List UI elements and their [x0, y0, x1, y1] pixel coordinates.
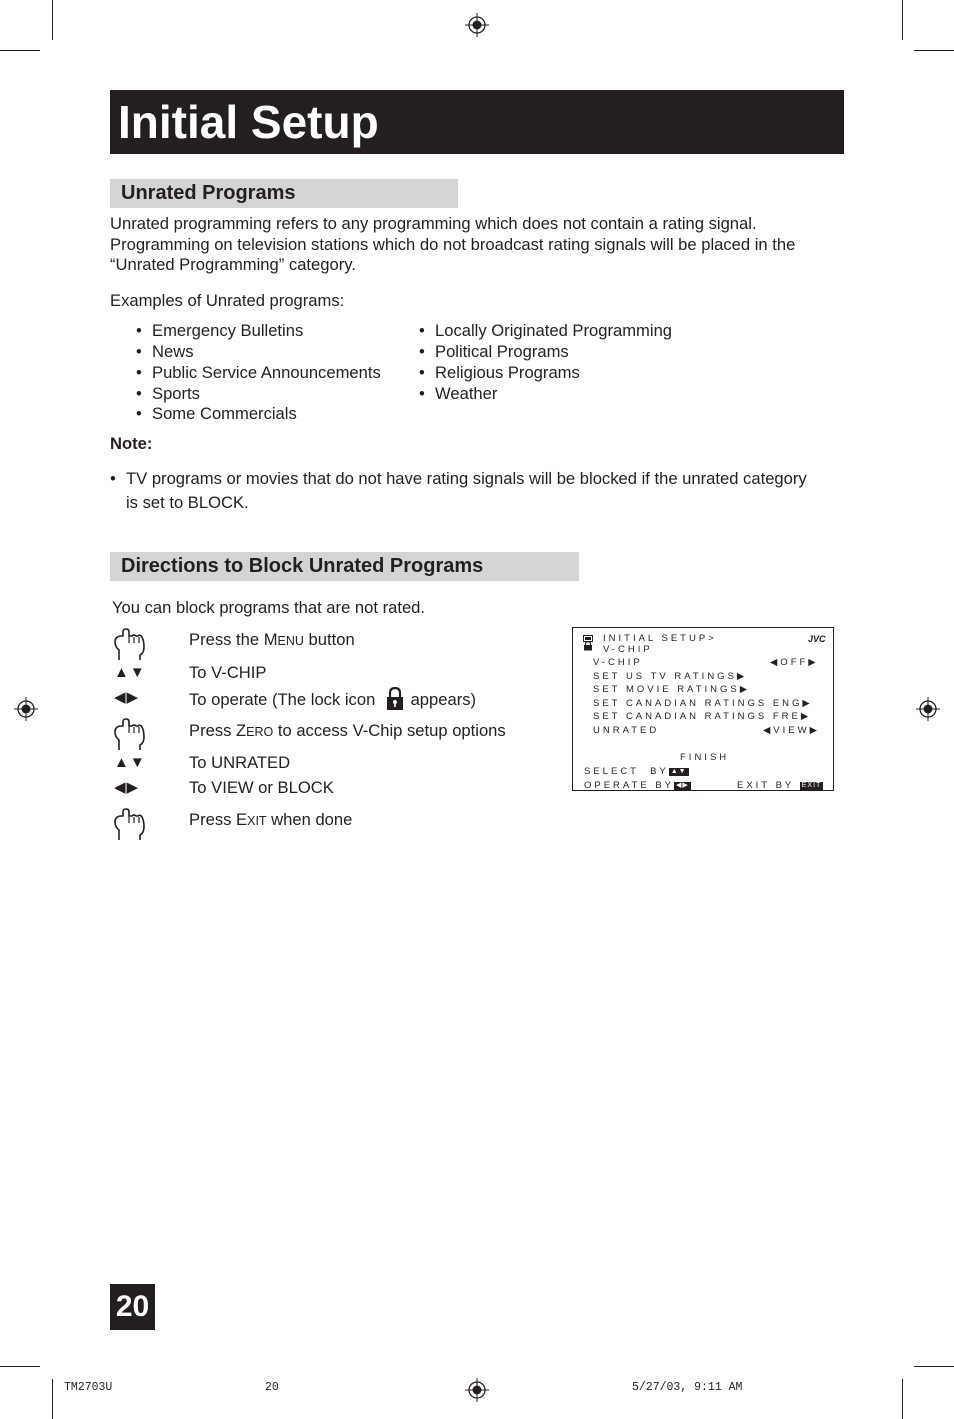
footer-code: TM2703U	[64, 1381, 113, 1394]
crop-mark	[902, 1379, 903, 1419]
step-zero: Press ZERO to access V-Chip setup options	[189, 721, 506, 740]
list-item: • News	[152, 342, 194, 363]
osd-exit-hint: EXIT BY EXIT	[737, 780, 822, 791]
intro-line: Unrated programming refers to any programming which does not contain a rating signal.	[110, 214, 757, 233]
step-vchip: To V-CHIP	[189, 663, 267, 682]
footer-page: 20	[265, 1381, 279, 1394]
examples-label: Examples of Unrated programs:	[110, 291, 345, 310]
list-item: • Sports	[152, 384, 200, 405]
crop-mark	[0, 1366, 40, 1367]
crop-mark	[52, 0, 53, 40]
crop-mark	[52, 1379, 53, 1419]
crop-mark	[902, 0, 903, 40]
osd-unrated-value: ◀VIEW▶	[763, 725, 820, 736]
up-down-arrow-icon: ▲▼	[114, 754, 146, 771]
list-item: • Locally Originated Programming	[435, 321, 672, 342]
left-right-key-icon: ◀▶	[676, 782, 689, 789]
osd-menu-item: SET US TV RATINGS▶	[593, 671, 748, 682]
list-item: • Religious Programs	[435, 363, 580, 384]
lock-icon	[386, 687, 404, 711]
step-view-block: To VIEW or BLOCK	[189, 778, 334, 797]
osd-menu-item: SET CANADIAN RATINGS ENG▶	[593, 698, 813, 709]
left-right-arrow-icon: ◀▶	[114, 779, 140, 796]
list-item: • Weather	[435, 384, 497, 405]
osd-screen	[572, 627, 834, 791]
exit-key-icon: EXIT	[801, 782, 822, 789]
up-down-arrow-icon: ▲▼	[114, 664, 146, 681]
note-line: is set to BLOCK.	[126, 493, 249, 512]
osd-operate-hint: OPERATE BY ◀▶	[584, 780, 689, 791]
step-unrated: To UNRATED	[189, 753, 291, 772]
intro-line: Programming on television stations which do not broadcast rating signals will be placed in the	[110, 234, 796, 254]
osd-menu-item: SET CANADIAN RATINGS FRE▶	[593, 711, 812, 722]
intro-line: “Unrated Programming” category.	[110, 255, 356, 275]
step-menu: Press the MENU button	[189, 630, 355, 649]
hand-press-icon	[112, 717, 146, 751]
hand-press-icon	[112, 807, 146, 841]
directions-intro: You can block programs that are not rated.	[112, 598, 426, 617]
note-line: TV programs or movies that do not have rating signals will be blocked if the unrated category	[126, 469, 807, 488]
osd-select-hint: SELECT BY ▲▼	[584, 766, 687, 777]
crop-mark	[914, 1366, 954, 1367]
up-down-key-icon: ▲▼	[670, 768, 687, 775]
list-item: • Emergency Bulletins	[152, 321, 303, 342]
list-item: • Some Commercials	[152, 404, 297, 425]
list-item: • Political Programs	[435, 342, 569, 363]
osd-finish: FINISH	[680, 752, 730, 763]
jvc-logo: JVC	[808, 634, 826, 644]
registration-mark-icon	[465, 13, 489, 37]
left-right-arrow-icon: ◀▶	[114, 689, 140, 706]
lock-icon	[583, 635, 593, 651]
note-bullet: • TV programs or movies that do not have rating signals will be blocked if the unrated category is set to BLOCK.	[110, 467, 807, 515]
registration-mark-icon	[14, 697, 38, 721]
osd-vchip-label: V-CHIP	[593, 657, 643, 668]
hand-press-icon	[112, 627, 146, 661]
note-label: Note:	[110, 434, 153, 453]
osd-unrated-label: UNRATED	[593, 725, 660, 736]
step-operate: To operate (The lock icon appears)	[189, 687, 476, 711]
section-heading-directions: Directions to Block Unrated Programs	[121, 555, 484, 577]
crop-mark	[914, 50, 954, 51]
registration-mark-icon	[916, 697, 940, 721]
intro-paragraph	[110, 214, 795, 276]
list-item: • Public Service Announcements	[152, 363, 381, 384]
footer-date: 5/27/03, 9:11 AM	[632, 1381, 743, 1394]
section-heading-unrated: Unrated Programs	[121, 182, 296, 204]
osd-menu-item: SET MOVIE RATINGS▶	[593, 684, 751, 695]
step-exit: Press EXIT when done	[189, 810, 353, 829]
osd-vchip-value: ◀OFF▶	[770, 657, 819, 668]
page-title: Initial Setup	[118, 96, 379, 148]
page-number: 20	[115, 1290, 150, 1323]
osd-breadcrumb: INITIAL SETUP>	[603, 633, 717, 644]
osd-submenu-title: V-CHIP	[603, 644, 653, 655]
crop-mark	[0, 50, 40, 51]
registration-mark-icon	[465, 1378, 489, 1402]
